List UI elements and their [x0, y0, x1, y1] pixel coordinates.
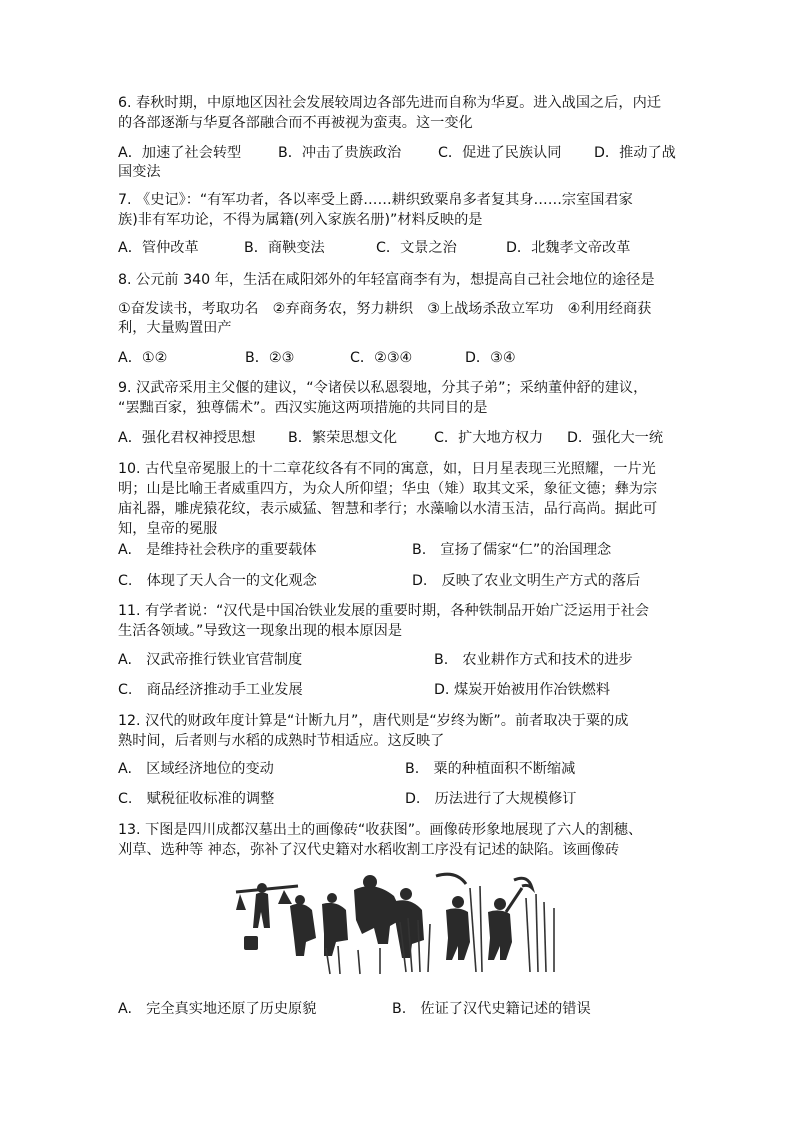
q13-option-a: A. 完全真实地还原了历史原貌	[118, 1001, 317, 1017]
q8-choices-line-1: ①奋发读书，考取功名 ②弃商务农，努力耕织 ③上战场杀敌立军功 ④利用经商获	[118, 301, 652, 317]
q10-option-d: D. 反映了农业文明生产方式的落后	[412, 573, 641, 589]
q9-option-b: B．繁荣思想文化	[288, 430, 398, 446]
q10-stem-line-4: 知，皇帝的冕服	[118, 521, 218, 537]
q6-stem-line-1: 6. 春秋时期，中原地区因社会发展较周边各部先进而自称为华夏。进入战国之后，内迁	[118, 95, 661, 111]
q9-stem-line-1: 9. 汉武帝采用主父偃的建议，“令诸侯以私恩裂地，分其子弟”；采纳董仲舒的建议，	[118, 380, 648, 396]
q12-stem-line-2: 熟时间，后者则与水稻的成熟时节相适应。这反映了	[118, 733, 445, 749]
q13-stem-line-2: 刈草、选种等 神态，弥补了汉代史籍对水稻收割工序没有记述的缺陷。该画像砖	[118, 842, 620, 858]
q8-option-a: A．①②	[118, 350, 168, 366]
q8-choices-line-2: 利，大量购置田产	[118, 320, 232, 336]
q7-option-d: D．北魏孝文帝改革	[506, 240, 631, 256]
q12-option-b: B. 粟的种植面积不断缩减	[405, 761, 576, 777]
q12-option-d: D. 历法进行了大规模修订	[405, 791, 577, 807]
q11-option-d: D. 煤炭开始被用作冶铁燃料	[434, 682, 611, 698]
q10-stem-line-2: 明；山是比喻王者威重四方，为众人所仰望；华虫（雉）取其文采，象征文德；彝为宗	[118, 481, 658, 497]
q11-stem-line-1: 11. 有学者说：“汉代是中国冶铁业发展的重要时期，各种铁制品开始广泛运用于社会	[118, 603, 649, 619]
q11-option-a: A. 汉武帝推行铁业官营制度	[118, 652, 303, 668]
q10-stem-line-1: 10. 古代皇帝冕服上的十二章花纹各有不同的寓意，如，日月星表现三光照耀，一片光	[118, 461, 656, 477]
q6-option-c: C．促进了民族认同	[438, 145, 562, 161]
q10-stem-line-3: 庙礼器，雕虎猿花纹，表示威猛、智慧和孝行；水藻喻以水清玉洁，品行高尚。据此可	[118, 501, 658, 517]
q6-stem-line-2: 的各部逐渐与华夏各部融合而不再被视为蛮夷。这一变化	[118, 115, 473, 131]
q6-option-d: D．推动了战	[594, 145, 676, 161]
q7-stem-line-2: 族)非有军功论，不得为属籍(列入家族名册)”材料反映的是	[118, 212, 483, 228]
q8-option-c: C．②③④	[350, 350, 413, 366]
q10-option-a: A. 是维持社会秩序的重要载体	[118, 542, 317, 558]
q11-option-c: C. 商品经济推动手工业发展	[118, 682, 303, 698]
q6-option-b: B．冲击了贵族政治	[278, 145, 402, 161]
q12-option-c: C. 赋税征收标准的调整	[118, 791, 275, 807]
harvest-relief-image	[230, 868, 564, 978]
q7-option-a: A．管仲改革	[118, 240, 199, 256]
q9-option-a: A．强化君权神授思想	[118, 430, 256, 446]
q7-option-b: B．商鞅变法	[244, 240, 325, 256]
q12-stem-line-1: 12. 汉代的财政年度计算是“计断九月”，唐代则是“岁终为断”。前者取决于粟的成	[118, 713, 629, 729]
q10-option-c: C. 体现了天人合一的文化观念	[118, 573, 317, 589]
q7-option-c: C．文景之治	[376, 240, 457, 256]
q8-stem: 8. 公元前 340 年，生活在咸阳郊外的年轻富商李有为，想提高自己社会地位的途径是	[118, 272, 655, 288]
q9-option-c: C．扩大地方权力	[434, 430, 544, 446]
q11-stem-line-2: 生活各领域。”导致这一现象出现的根本原因是	[118, 623, 403, 639]
q11-option-b: B. 农业耕作方式和技术的进步	[434, 652, 633, 668]
q8-option-b: B．②③	[245, 350, 295, 366]
q13-stem-line-1: 13. 下图是四川成都汉墓出土的画像砖“收获图”。画像砖形象地展现了六人的割穗、	[118, 822, 643, 838]
q6-option-d-cont: 国变法	[118, 164, 161, 180]
q9-stem-line-2: “罢黜百家，独尊儒术”。西汉实施这两项措施的共同目的是	[118, 400, 488, 416]
q9-option-d: D．强化大一统	[567, 430, 664, 446]
q10-option-b: B. 宣扬了儒家“仁”的治国理念	[412, 542, 612, 558]
q7-stem-line-1: 7. 《史记》：“有军功者，各以率受上爵……耕织致粟帛多者复其身……宗室国君家	[118, 192, 633, 208]
q13-option-b: B. 佐证了汉代史籍记述的错误	[392, 1001, 591, 1017]
q12-option-a: A. 区域经济地位的变动	[118, 761, 274, 777]
q6-option-a: A．加速了社会转型	[118, 145, 242, 161]
q8-option-d: D．③④	[465, 350, 516, 366]
